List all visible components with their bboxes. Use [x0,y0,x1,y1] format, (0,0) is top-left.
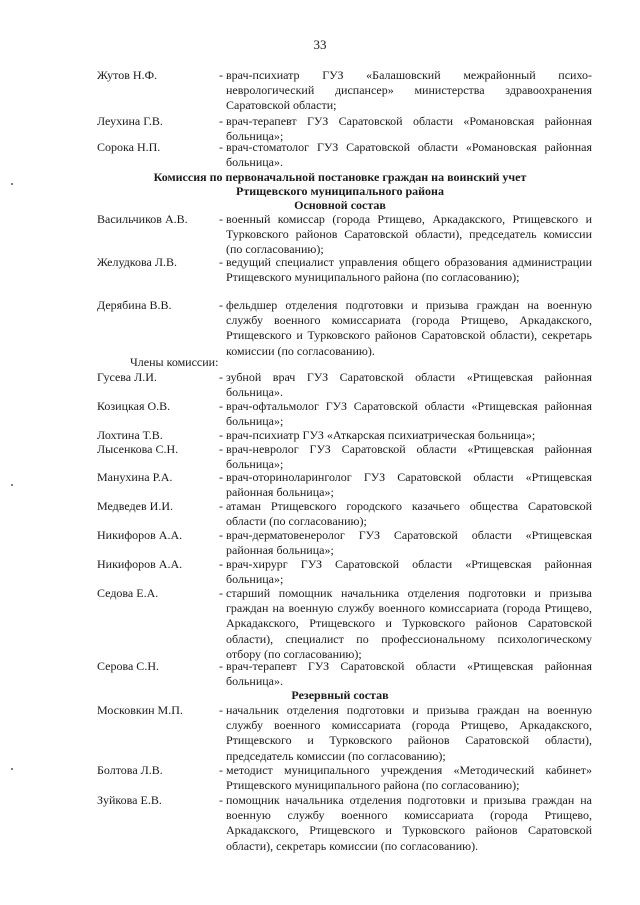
person-name: Манухина Р.А. [97,470,173,484]
person-name: Гусева Л.И. [97,370,157,384]
person-position: врач-дерматовенеролог ГУЗ Саратовской области «Ртищевская районная больница»; [226,528,592,558]
dash: - [219,442,223,456]
person-position: атаман Ртищевского городского казачьего общества Саратовской области (по согласованию); [226,499,592,529]
person-name: Медведев И.И. [97,499,173,513]
person-name: Московкин М.П. [97,703,183,717]
dash: - [219,499,223,513]
dash: - [219,399,223,413]
dash: - [219,763,223,777]
person-name: Жутов Н.Ф. [97,68,158,82]
person-name: Болтова Л.В. [97,763,163,777]
dash: - [219,703,223,717]
person-position: врач-терапевт ГУЗ Саратовской области «Романовская районная больница»; [226,114,592,144]
person-position: ведущий специалист управления общего образования администрации Ртищевского муниципального района (по согласованию); [226,255,592,285]
person-position: врач-офтальмолог ГУЗ Саратовской области «Ртищевская районная больница»; [226,399,592,429]
person-position: врач-стоматолог ГУЗ Саратовской области «Романовская районная больница». [226,140,592,170]
dash: - [219,68,223,82]
scan-speck [11,484,13,486]
person-position: врач-психиатр ГУЗ «Аткарская психиатрическая больница»; [226,428,536,442]
page-number: 33 [313,37,327,52]
person-name: Седова Е.А. [97,586,159,600]
commission-subtitle: Ртищевского муниципального района [236,184,444,198]
person-position: зубной врач ГУЗ Саратовской области «Ртищевская районная больница». [226,370,592,400]
person-name: Козицкая О.В. [97,399,171,413]
person-position: врач-невролог ГУЗ Саратовской области «Ртищевская районная больница»; [226,442,592,472]
person-position: врач-хирург ГУЗ Саратовской области «Ртищевская районная больница»; [226,557,592,587]
person-name: Васильчиков А.В. [97,212,188,226]
person-name: Зуйкова Е.В. [97,793,162,807]
person-position: фельдшер отделения подготовки и призыва граждан на военную службу военного комиссариата (города Ртищево, Аркадакского, Ртищевского и Турковского районов Саратовской области), секретарь комиссии (по согласованию). [226,298,592,358]
scan-speck [11,183,13,185]
dash: - [219,428,223,442]
dash: - [219,114,223,128]
dash: - [219,212,223,226]
person-name: Сорока Н.П. [97,140,161,154]
person-position: врач-психиатр ГУЗ «Балашовский межрайонный психо-неврологический диспансер» министерства здравоохранения Саратовской области; [226,68,592,113]
dash: - [219,528,223,542]
reserve-composition-heading: Резервный состав [291,688,389,702]
person-position: помощник начальника отделения подготовки и призыва граждан на военную службу военного комиссариата (города Ртищево, Аркадакского, Ртищевского и Турковского районов Саратовской области), секретарь комиссии (по согласованию). [226,793,592,853]
person-position: военный комиссар (города Ртищево, Аркадакского, Ртищевского и Турковского районов Саратовской области), председатель комиссии (по согласованию); [226,212,592,257]
dash: - [219,255,223,269]
dash: - [219,298,223,312]
main-composition-heading: Основной состав [294,198,386,212]
dash: - [219,370,223,384]
commission-title: Комиссия по первоначальной постановке граждан на воинский учет [153,170,527,184]
dash: - [219,793,223,807]
person-position: врач-терапевт ГУЗ Саратовской области «Ртищевская районная больница». [226,659,592,689]
dash: - [219,470,223,484]
person-position: врач-оториноларинголог ГУЗ Саратовской области «Ртищевская районная больница»; [226,470,592,500]
scan-speck [11,768,13,770]
person-name: Леухина Г.В. [97,114,163,128]
person-position: методист муниципального учреждения «Методический кабинет» Ртищевского муниципального района (по согласованию); [226,763,592,793]
person-position: начальник отделения подготовки и призыва граждан на военную службу военного комиссариата (города Ртищево, Аркадакского, Ртищевского и Турковского районов Саратовской области), председатель комиссии (по согласованию); [226,703,592,763]
members-label: Члены комиссии: [130,355,219,369]
person-position: старший помощник начальника отделения подготовки и призыва граждан на военную службу военного комиссариата (города Ртищево, Аркадакского, Ртищевского и Турковского районов Саратовской области), специалист по профессиональному психологическому отбору (по согласованию); [226,586,592,661]
person-name: Лысенкова С.Н. [97,442,179,456]
person-name: Никифоров А.А. [97,557,183,571]
person-name: Дерябина В.В. [97,298,172,312]
dash: - [219,140,223,154]
person-name: Серова С.Н. [97,659,159,673]
dash: - [219,557,223,571]
dash: - [219,659,223,673]
person-name: Лохтина Т.В. [97,428,163,442]
dash: - [219,586,223,600]
person-name: Желудкова Л.В. [97,255,178,269]
person-name: Никифоров А.А. [97,528,183,542]
